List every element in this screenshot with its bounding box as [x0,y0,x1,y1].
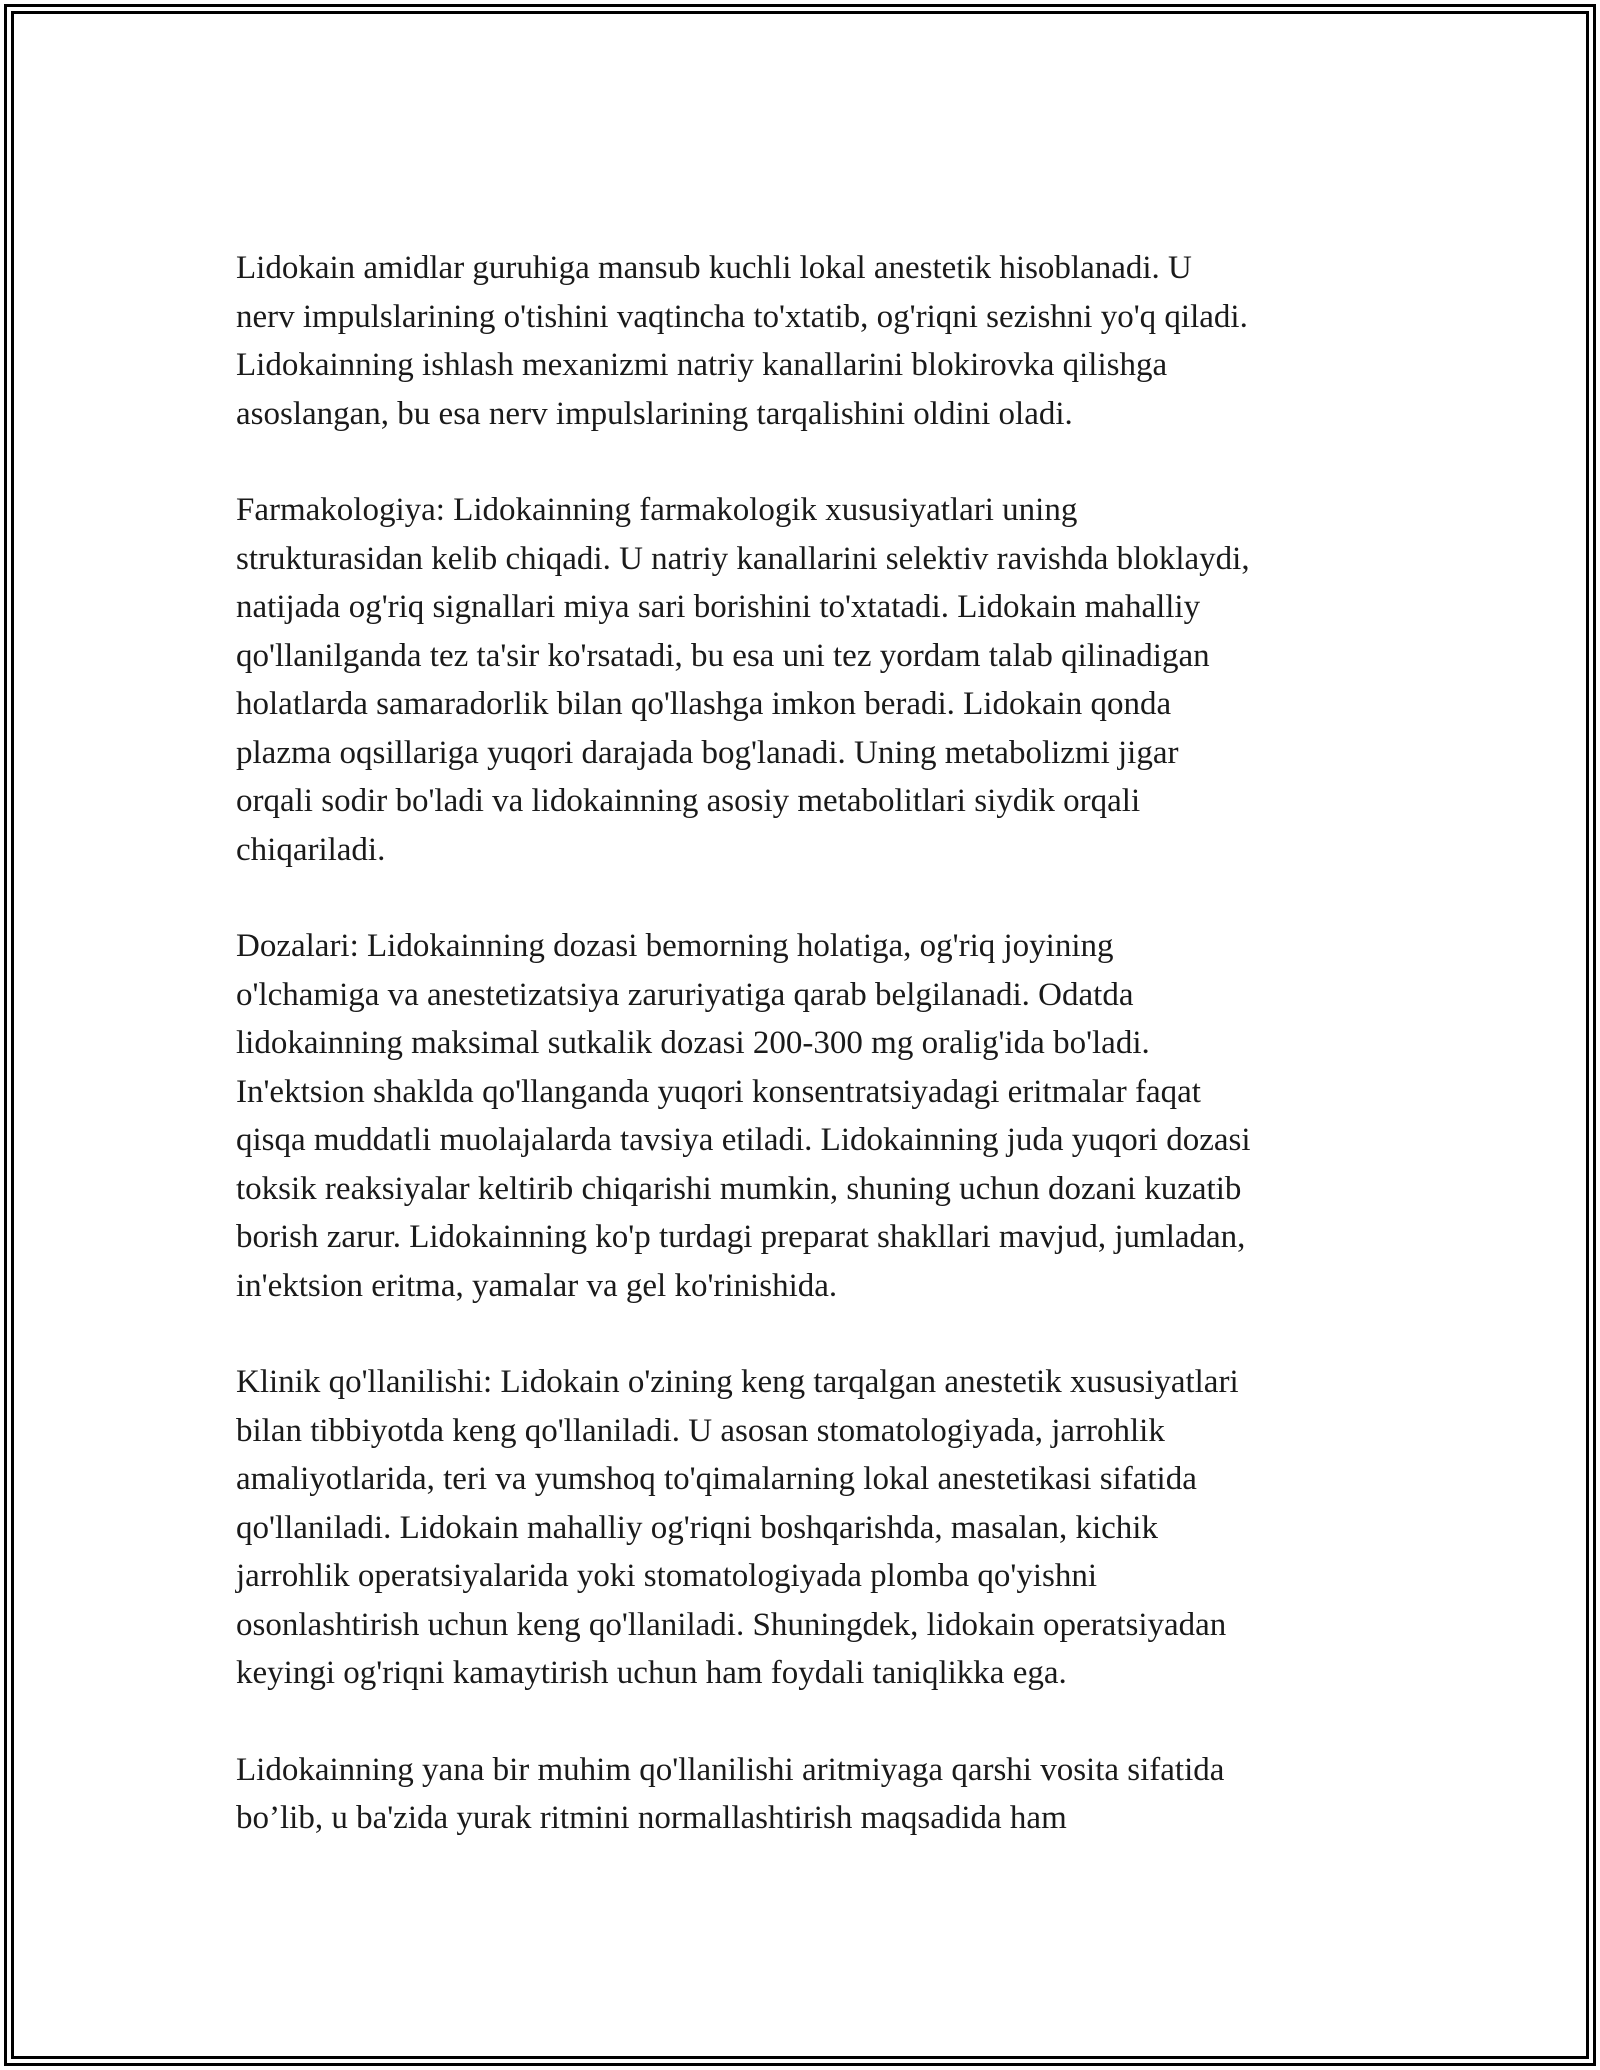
paragraph-aritmiya: Lidokainning yana bir muhim qo'llanilishi aritmiyaga qarshi vosita sifatida bo’lib, u ba'zida yurak ritmini normallashtirish maqsadida ham [236,1751,1225,1836]
paragraph-klinik-qollanilishi: Klinik qo'llanilishi: Lidokain o'zining keng tarqalgan anestetik xususiyatlari bilan tibbiyotda keng qo'llaniladi. U asosan stomatologiyada, jarrohlik amaliyotlarida, teri va yumshoq to'qimalarning lokal anestetikasi sifatida qo'llaniladi. Lidokain mahalliy og'riqni boshqarishda, masalan, kichik jarrohlik operatsiyalarida yoki stomatologiyada plomba qo'yishni osonlashtirish uchun keng qo'llaniladi. Shuningdek, lidokain operatsiyadan keyingi og'riqni kamaytirish uchun ham foydali taniqlikka ega. [236,1364,1239,1691]
paragraph-dozalari: Dozalari: Lidokainning dozasi bemorning holatiga, og'riq joyining o'lchamiga va anestetizatsiya zaruriyatiga qarab belgilanadi. Odatda lidokainning maksimal sutkalik dozasi 200-300 mg oralig'ida bo'ladi. In'ektsion shaklda qo'llanganda yuqori konsentratsiyadagi eritmalar faqat qisqa muddatli muolajalarda tavsiya etiladi. Lidokainning juda yuqori dozasi toksik reaksiyalar keltirib chiqarishi mumkin, shuning uchun dozani kuzatib borish zarur. Lidokainning ko'p turdagi preparat shakllari mavjud, jumladan, in'ektsion eritma, yamalar va gel ko'rinishida. [236,928,1251,1304]
paragraph-farmakologiya: Farmakologiya: Lidokainning farmakologik xususiyatlari uning strukturasidan kelib chiqadi. U natriy kanallarini selektiv ravishda bloklaydi, natijada og'riq signallari miya sari borishini to'xtatadi. Lidokain mahalliy qo'llanilganda tez ta'sir ko'rsatadi, bu esa uni tez yordam talab qilinadigan holatlarda samaradorlik bilan qo'llashga imkon beradi. Lidokain qonda plazma oqsillariga yuqori darajada bog'lanadi. Uning metabolizmi jigar orqali sodir bo'ladi va lidokainning asosiy metabolitlari siydik orqali chiqariladi. [236,492,1250,868]
paragraph-intro: Lidokain amidlar guruhiga mansub kuchli lokal anestetik hisoblanadi. U nerv impulslarining o'tishini vaqtincha to'xtatib, og'riqni sezishni yo'q qiladi. Lidokainning ishlash mexanizmi natriy kanallarini blokirovka qilishga asoslangan, bu esa nerv impulslarining tarqalishini oldini oladi. [236,250,1248,432]
document-body [236,244,1366,1891]
